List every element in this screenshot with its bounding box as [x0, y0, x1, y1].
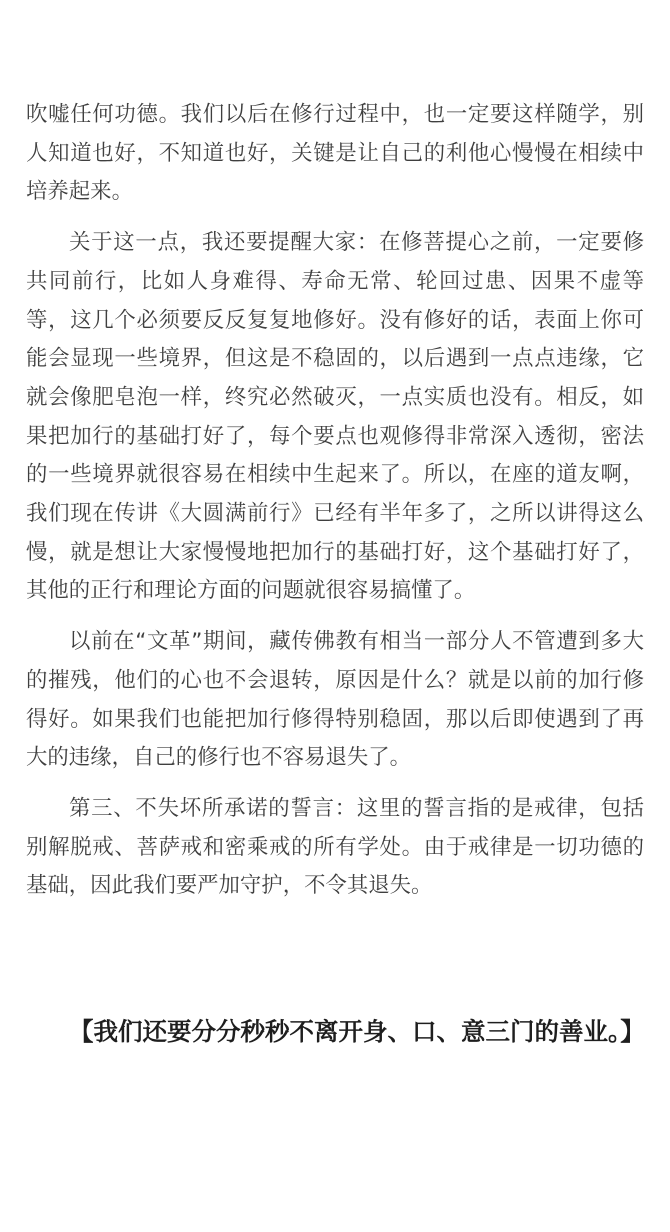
section-heading: 【我们还要分分秒秒不离开身、口、意三门的善业。】 — [69, 1017, 645, 1046]
paragraph-cultural-revolution: 以前在“文革”期间，藏传佛教有相当一部分人不管遭到多大的摧残，他们的心也不会退转，原因是什么？就是以前的加行修得好。如果我们也能把加行修得特别稳固，那以后即使遇到了再大的违缘，自己的修行也不容易退失了。 — [26, 629, 644, 771]
paragraph-preliminaries: 关于这一点，我还要提醒大家：在修菩提心之前，一定要修共同前行，比如人身难得、寿命无常、轮回过患、因果不虚等等，这几个必须要反反复复地修好。没有修好的话，表面上你可能会显现一些境界，但这是不稳固的，以后遇到一点点违缘，它就会像肥皂泡一样，终究必然破灭，一点实质也没有。相反，如果把加行的基础打好了，每个要点也观修得非常深入透彻，密法的一些境界就很容易在相续中生起来了。所以，在座的道友啊，我们现在传讲《大圆满前行》已经有半年多了，之所以讲得这么慢，就是想让大家慢慢地把加行的基础打好，这个基础打好了，其他的正行和理论方面的问题就很容易搞懂了。 — [26, 230, 644, 604]
paragraph-continued: 吹嘘任何功德。我们以后在修行过程中，也一定要这样随学，别人知道也好，不知道也好，关键是让自己的利他心慢慢在相续中培养起来。 — [26, 102, 644, 205]
article-body — [26, 96, 644, 918]
paragraph-third-vows: 第三、不失坏所承诺的誓言：这里的誓言指的是戒律，包括别解脱戒、菩萨戒和密乘戒的所有学处。由于戒律是一切功德的基础，因此我们要严加守护，不令其退失。 — [26, 795, 644, 899]
